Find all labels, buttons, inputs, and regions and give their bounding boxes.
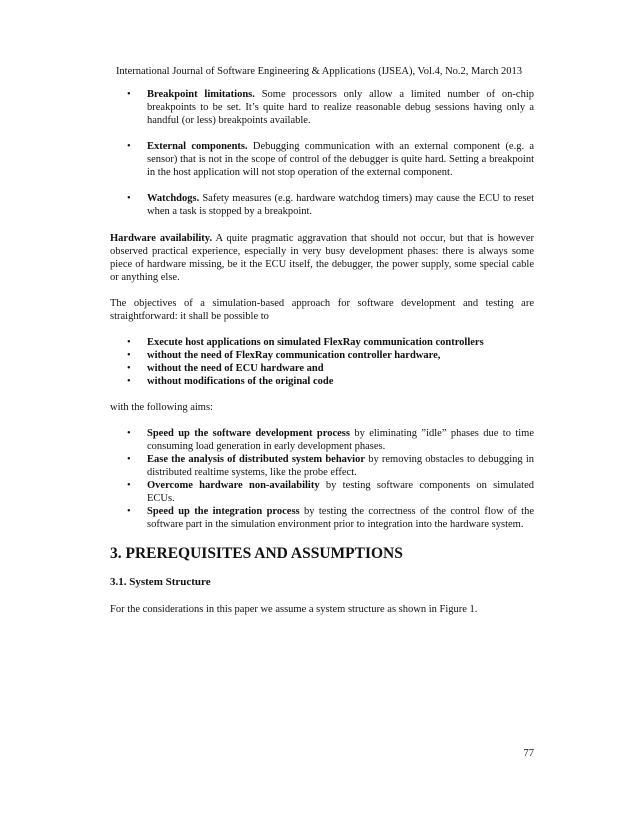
item-text: Execute host applications on simulated FlexRay communication controllers: [147, 337, 484, 348]
list-item: [110, 375, 534, 388]
list-item: [110, 427, 534, 453]
list-item: [110, 192, 534, 218]
item-term: Overcome hardware non-availability: [147, 480, 320, 491]
item-term: Speed up the integration process: [147, 506, 300, 517]
item-term: Watchdogs.: [147, 193, 200, 204]
list-item: [110, 140, 534, 179]
item-text: without modifications of the original code: [147, 376, 334, 387]
item-text: Safety measures (e.g. hardware watchdog timers) may cause the ECU to reset when a task is stopped by a breakpoint.: [147, 193, 534, 217]
section-heading: 3. PREREQUISITES AND ASSUMPTIONS: [110, 545, 403, 562]
list-item: [110, 362, 534, 375]
item-text: by eliminating ”idle” phases due to time consuming load generation in early development phases.: [147, 428, 534, 452]
item-text: by testing software components on simulated ECUs.: [147, 480, 534, 504]
item-text: by removing obstacles to debugging in distributed realtime systems, like the probe effect.: [147, 454, 534, 478]
bullet-icon: •: [127, 480, 131, 491]
bullet-icon: •: [127, 141, 131, 152]
item-term: Ease the analysis of distributed system behavior: [147, 454, 366, 465]
item-text: Debugging communication with an external component (e.g. a sensor) that is not in the scope of control of the debugger is quite hard. Setting a breakpoint in the host application will not stop operation of the external component.: [147, 141, 535, 178]
item-text: without the need of ECU hardware and: [147, 363, 324, 374]
item-text: Some processors only allow a limited number of on-chip breakpoints to be set. It’s quite hard to realize reasonable debug sessions having only a handful (or less) breakpoints available.: [147, 89, 534, 126]
item-term: Breakpoint limitations.: [147, 89, 255, 100]
bullet-icon: •: [127, 428, 131, 439]
objectives-list: [110, 336, 534, 388]
limitations-list: [110, 88, 534, 218]
paragraph-term: Hardware availability.: [110, 233, 213, 244]
list-item: [110, 336, 534, 349]
item-term: External components.: [147, 141, 248, 152]
bullet-icon: •: [127, 454, 131, 465]
bullet-icon: •: [127, 337, 131, 348]
page-content: [110, 88, 534, 616]
bullet-icon: •: [127, 376, 131, 387]
paragraph-text: A quite pragmatic aggravation that should not occur, but that is however observed practical experience, especially in very busy development phases: there is always some piece of hardware missing, be it the ECU itself, the debugger, the power supply, some special cable or anything else.: [110, 233, 534, 283]
bullet-icon: •: [127, 506, 131, 517]
page-number: 77: [523, 748, 534, 759]
bullet-icon: •: [127, 363, 131, 374]
list-item: [110, 479, 534, 505]
item-text: by testing the correctness of the control flow of the software part in the simulation environment prior to integration into the hardware system.: [147, 506, 534, 530]
list-item: [110, 453, 534, 479]
item-term: Speed up the software development process: [147, 428, 350, 439]
bullet-icon: •: [127, 89, 131, 100]
list-item: [110, 349, 534, 362]
item-text: without the need of FlexRay communication controller hardware,: [147, 350, 441, 361]
aims-intro: with the following aims:: [110, 402, 213, 413]
list-item: [110, 505, 534, 531]
aims-list: [110, 427, 534, 531]
system-structure-paragraph: For the considerations in this paper we assume a system structure as shown in Figure 1.: [110, 604, 478, 615]
objectives-intro: The objectives of a simulation-based approach for software development and testing are straightforward: it shall be possible to: [110, 298, 534, 322]
subsection-heading: 3.1. System Structure: [110, 576, 211, 588]
bullet-icon: •: [127, 350, 131, 361]
hardware-availability-paragraph: [110, 232, 534, 284]
list-item: [110, 88, 534, 127]
running-header: International Journal of Software Engineering & Applications (IJSEA), Vol.4, No.2, March 2013: [115, 66, 523, 77]
bullet-icon: •: [127, 193, 131, 204]
